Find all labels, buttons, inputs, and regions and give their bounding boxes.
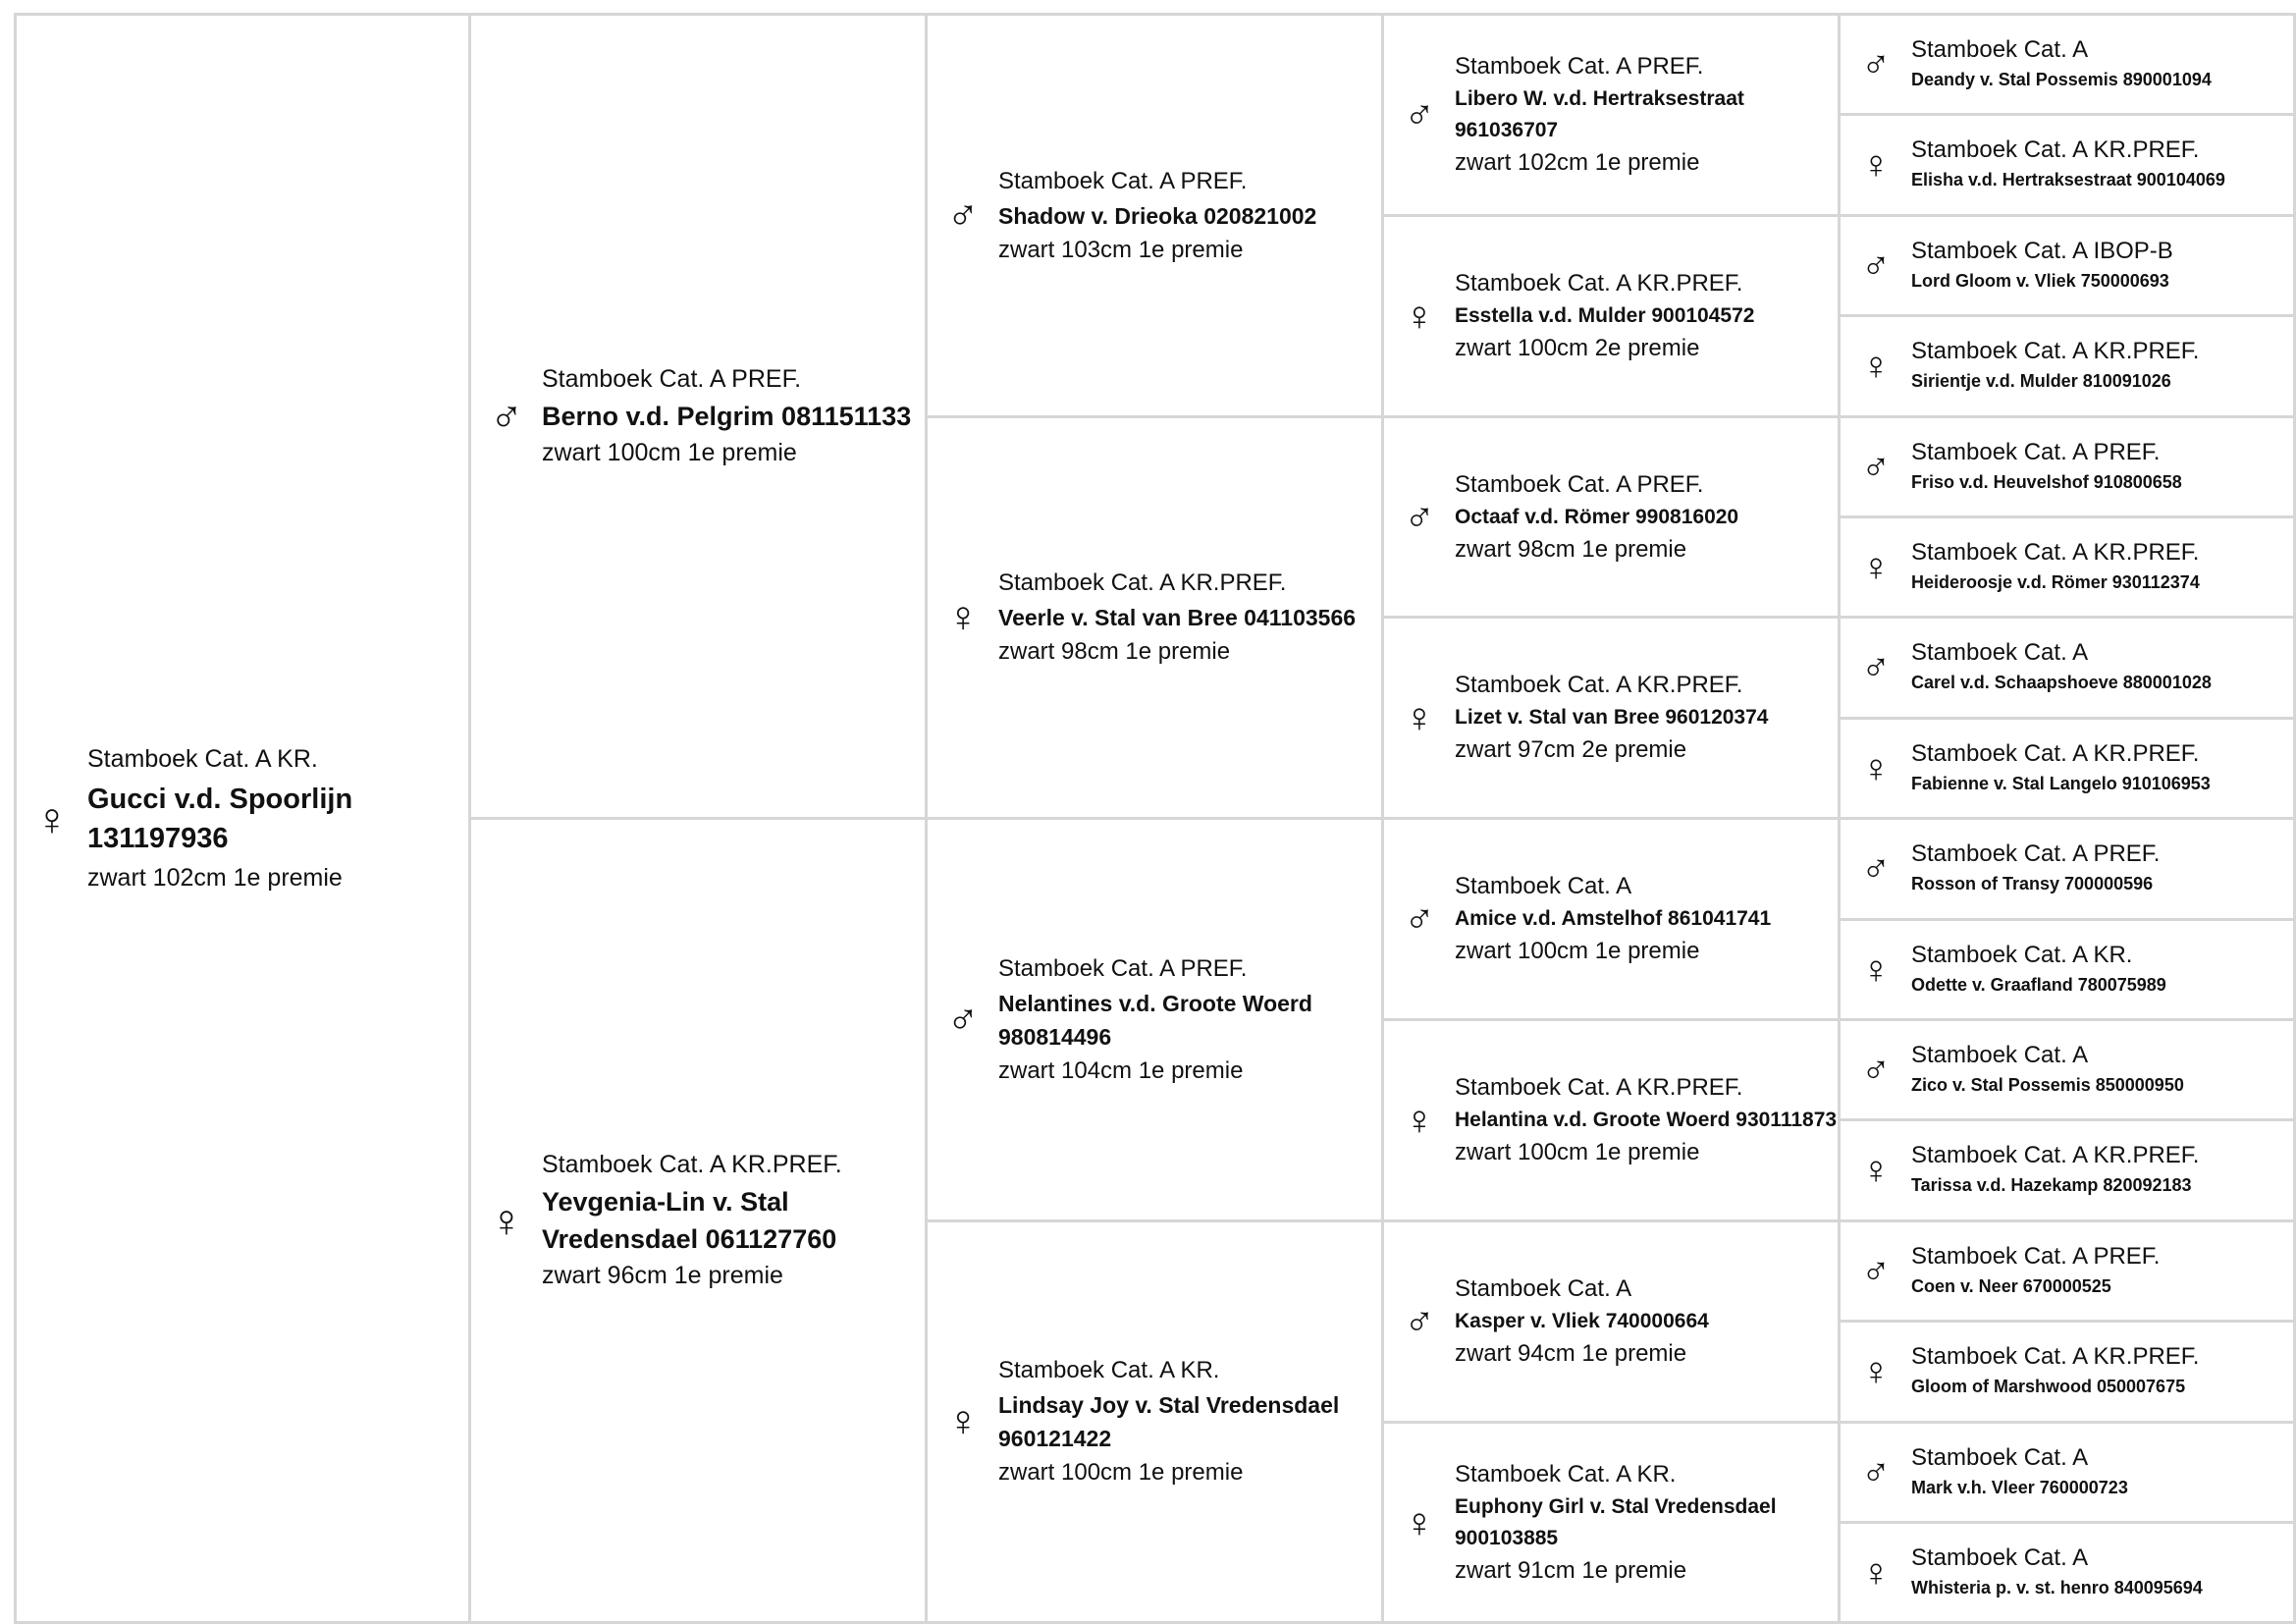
- pedigree-cell: [1381, 1219, 1841, 1424]
- animal-details: zwart 102cm 1e premie: [87, 863, 343, 892]
- female-symbol-icon: ♀: [1861, 345, 1891, 388]
- animal-name: Sirientje v.d. Mulder 810091026: [1911, 371, 2171, 391]
- studbook-category: Stamboek Cat. A KR.PREF.: [1911, 739, 2200, 767]
- animal-name: Gucci v.d. Spoorlijn 131197936: [87, 783, 353, 854]
- animal-name: Deandy v. Stal Possemis 890001094: [1911, 69, 2212, 89]
- animal-info: [542, 1151, 925, 1290]
- animal-info: [1455, 873, 1838, 965]
- animal-details: zwart 103cm 1e premie: [998, 236, 1244, 263]
- animal-details: zwart 97cm 2e premie: [1455, 736, 1687, 763]
- animal-info: [1911, 740, 2293, 797]
- male-symbol-icon: ♂: [1861, 847, 1891, 891]
- studbook-category: Stamboek Cat. A: [1911, 639, 2089, 666]
- animal-info: [1455, 1461, 1838, 1585]
- animal-name: Shadow v. Drieoka 020821002: [998, 202, 1317, 229]
- studbook-category: Stamboek Cat. A KR.PREF.: [542, 1151, 842, 1178]
- animal-info: [998, 1357, 1381, 1487]
- studbook-category: Stamboek Cat. A KR.PREF.: [1911, 136, 2200, 163]
- pedigree-cell: [1838, 415, 2296, 518]
- pedigree-cell: [1381, 1018, 1841, 1222]
- pedigree-cell: [468, 817, 928, 1624]
- studbook-category: Stamboek Cat. A PREF.: [1911, 438, 2161, 465]
- pedigree-cell: [1838, 1521, 2296, 1624]
- male-symbol-icon: ♂: [1404, 895, 1435, 942]
- animal-details: zwart 100cm 1e premie: [998, 1459, 1244, 1486]
- studbook-category: Stamboek Cat. A: [1455, 1275, 1632, 1302]
- animal-name: Odette v. Graafland 780075989: [1911, 974, 2166, 995]
- pedigree-cell: [1838, 1219, 2296, 1323]
- pedigree-cell: [1838, 515, 2296, 619]
- animal-info: [1911, 1544, 2293, 1601]
- animal-name: Elisha v.d. Hertraksestraat 900104069: [1911, 170, 2225, 189]
- animal-details: zwart 100cm 1e premie: [1455, 1139, 1700, 1165]
- studbook-category: Stamboek Cat. A: [1911, 35, 2089, 63]
- animal-name: Tarissa v.d. Hazekamp 820092183: [1911, 1175, 2192, 1195]
- pedigree-cell: [1838, 314, 2296, 418]
- female-symbol-icon: ♀: [1861, 1350, 1891, 1393]
- studbook-category: Stamboek Cat. A KR.PREF.: [1911, 338, 2200, 364]
- studbook-category: Stamboek Cat. A KR.: [998, 1357, 1220, 1383]
- animal-name: Mark v.h. Vleer 760000723: [1911, 1477, 2128, 1497]
- studbook-category: Stamboek Cat. A: [1455, 873, 1632, 899]
- studbook-category: Stamboek Cat. A KR.: [1455, 1460, 1677, 1488]
- studbook-category: Stamboek Cat. A KR.PREF.: [1455, 1074, 1743, 1101]
- pedigree-cell: [1381, 214, 1841, 418]
- animal-info: [998, 569, 1381, 666]
- female-symbol-icon: ♀: [946, 1397, 980, 1445]
- pedigree-cell: [1381, 817, 1841, 1021]
- female-symbol-icon: ♀: [1861, 1149, 1891, 1192]
- animal-info: [998, 955, 1381, 1085]
- pedigree-cell: [925, 13, 1384, 418]
- male-symbol-icon: ♂: [489, 391, 524, 442]
- animal-info: [1911, 338, 2293, 395]
- animal-info: [1455, 471, 1838, 564]
- animal-name: Zico v. Stal Possemis 850000950: [1911, 1074, 2184, 1095]
- animal-info: [1911, 1042, 2293, 1099]
- animal-name: Friso v.d. Heuvelshof 910800658: [1911, 471, 2182, 492]
- pedigree-cell: [1381, 616, 1841, 820]
- animal-details: zwart 98cm 1e premie: [1455, 535, 1687, 563]
- studbook-category: Stamboek Cat. A KR.PREF.: [1911, 1343, 2200, 1370]
- studbook-category: Stamboek Cat. A PREF.: [1455, 470, 1704, 498]
- pedigree-cell: [1381, 415, 1841, 619]
- animal-info: [1455, 270, 1838, 362]
- animal-details: zwart 100cm 2e premie: [1455, 335, 1700, 361]
- studbook-category: Stamboek Cat. A KR.PREF.: [1455, 270, 1743, 297]
- pedigree-cell: [925, 817, 1384, 1222]
- animal-name: Lindsay Joy v. Stal Vredensdael 960121422: [998, 1392, 1340, 1451]
- pedigree-tree: [14, 13, 2296, 1623]
- female-symbol-icon: ♀: [1861, 143, 1891, 187]
- pedigree-cell: [925, 1219, 1384, 1624]
- animal-name: Gloom of Marshwood 050007675: [1911, 1377, 2186, 1396]
- male-symbol-icon: ♂: [1404, 493, 1435, 540]
- animal-info: [1455, 1275, 1838, 1368]
- studbook-category: Stamboek Cat. A PREF.: [1911, 1242, 2161, 1270]
- pedigree-cell: [1838, 616, 2296, 720]
- animal-name: Libero W. v.d. Hertraksestraat 961036707: [1455, 87, 1744, 141]
- animal-info: [1911, 942, 2293, 999]
- animal-details: zwart 100cm 1e premie: [1455, 938, 1700, 964]
- studbook-category: Stamboek Cat. A: [1911, 1041, 2089, 1068]
- animal-info: [1911, 238, 2293, 295]
- animal-info: [1911, 36, 2293, 93]
- animal-name: Helantina v.d. Groote Woerd 930111873: [1455, 1109, 1838, 1131]
- studbook-category: Stamboek Cat. A KR.: [1911, 941, 2133, 968]
- male-symbol-icon: ♂: [1861, 1450, 1891, 1494]
- female-symbol-icon: ♀: [1404, 1498, 1435, 1545]
- pedigree-cell: [1381, 1421, 1841, 1624]
- pedigree-cell: [1838, 214, 2296, 317]
- studbook-category: Stamboek Cat. A IBOP-B: [1911, 237, 2173, 264]
- animal-info: [1911, 539, 2293, 596]
- animal-name: Lord Gloom v. Vliek 750000693: [1911, 270, 2169, 291]
- male-symbol-icon: ♂: [1861, 646, 1891, 689]
- male-symbol-icon: ♂: [946, 995, 980, 1044]
- female-symbol-icon: ♀: [1404, 1097, 1435, 1143]
- male-symbol-icon: ♂: [1861, 1249, 1891, 1293]
- male-symbol-icon: ♂: [1404, 91, 1435, 137]
- animal-name: Berno v.d. Pelgrim 081151133: [542, 402, 912, 431]
- animal-name: Euphony Girl v. Stal Vredensdael 900103885: [1455, 1494, 1777, 1549]
- animal-name: Coen v. Neer 670000525: [1911, 1275, 2111, 1296]
- female-symbol-icon: ♀: [1404, 694, 1435, 740]
- pedigree-cell: [1838, 1320, 2296, 1424]
- animal-info: [1911, 639, 2293, 696]
- animal-details: zwart 100cm 1e premie: [542, 439, 797, 466]
- pedigree-cell: [1838, 1421, 2296, 1524]
- pedigree-cell: [1381, 13, 1841, 217]
- animal-info: [1911, 1343, 2293, 1400]
- female-symbol-icon: ♀: [1861, 545, 1891, 589]
- pedigree-cell: [1838, 1118, 2296, 1222]
- studbook-category: Stamboek Cat. A KR.PREF.: [1911, 1142, 2200, 1168]
- studbook-category: Stamboek Cat. A KR.PREF.: [1455, 672, 1743, 698]
- animal-name: Lizet v. Stal van Bree 960120374: [1455, 706, 1769, 729]
- animal-name: Rosson of Transy 700000596: [1911, 874, 2154, 893]
- female-symbol-icon: ♀: [489, 1195, 524, 1246]
- studbook-category: Stamboek Cat. A PREF.: [998, 954, 1248, 982]
- animal-info: [1455, 1074, 1838, 1166]
- studbook-category: Stamboek Cat. A PREF.: [542, 365, 802, 393]
- animal-name: Yevgenia-Lin v. Stal Vredensdael 061127760: [542, 1187, 837, 1254]
- animal-name: Heideroosje v.d. Römer 930112374: [1911, 571, 2200, 592]
- animal-info: [1911, 439, 2293, 496]
- male-symbol-icon: ♂: [946, 190, 980, 240]
- pedigree-cell: [1838, 1018, 2296, 1121]
- pedigree-cell: [468, 13, 928, 820]
- studbook-category: Stamboek Cat. A KR.: [87, 744, 318, 773]
- animal-info: [998, 168, 1381, 264]
- animal-details: zwart 102cm 1e premie: [1455, 149, 1700, 176]
- pedigree-cell: [14, 13, 471, 1624]
- pedigree-cell: [1838, 918, 2296, 1021]
- male-symbol-icon: ♂: [1861, 42, 1891, 86]
- male-symbol-icon: ♂: [1861, 445, 1891, 489]
- male-symbol-icon: ♂: [1861, 1048, 1891, 1092]
- studbook-category: Stamboek Cat. A PREF.: [1455, 53, 1704, 80]
- male-symbol-icon: ♂: [1861, 244, 1891, 288]
- animal-details: zwart 98cm 1e premie: [998, 638, 1231, 665]
- animal-info: [1455, 672, 1838, 764]
- animal-name: Kasper v. Vliek 740000664: [1455, 1310, 1709, 1332]
- studbook-category: Stamboek Cat. A PREF.: [1911, 840, 2161, 867]
- animal-info: [1455, 53, 1838, 177]
- female-symbol-icon: ♀: [1861, 1550, 1891, 1595]
- pedigree-cell: [925, 415, 1384, 820]
- animal-name: Carel v.d. Schaapshoeve 880001028: [1911, 673, 2212, 692]
- female-symbol-icon: ♀: [946, 593, 980, 641]
- studbook-category: Stamboek Cat. A KR.PREF.: [1911, 538, 2200, 566]
- animal-name: Esstella v.d. Mulder 900104572: [1455, 304, 1755, 327]
- male-symbol-icon: ♂: [1404, 1298, 1435, 1344]
- animal-info: [87, 745, 468, 893]
- animal-name: Fabienne v. Stal Langelo 910106953: [1911, 773, 2211, 793]
- animal-info: [1911, 1243, 2293, 1300]
- studbook-category: Stamboek Cat. A: [1911, 1443, 2089, 1471]
- animal-info: [542, 365, 925, 467]
- animal-details: zwart 104cm 1e premie: [998, 1056, 1244, 1084]
- animal-info: [1911, 136, 2293, 193]
- animal-details: zwart 94cm 1e premie: [1455, 1340, 1687, 1367]
- animal-name: Octaaf v.d. Römer 990816020: [1455, 505, 1739, 528]
- animal-details: zwart 91cm 1e premie: [1455, 1556, 1687, 1584]
- animal-details: zwart 96cm 1e premie: [542, 1262, 783, 1289]
- pedigree-cell: [1838, 717, 2296, 820]
- pedigree-cell: [1838, 113, 2296, 217]
- animal-name: Amice v.d. Amstelhof 861041741: [1455, 907, 1772, 930]
- female-symbol-icon: ♀: [1404, 293, 1435, 339]
- studbook-category: Stamboek Cat. A KR.PREF.: [998, 569, 1287, 596]
- pedigree-cell: [1838, 817, 2296, 921]
- animal-name: Nelantines v.d. Groote Woerd 980814496: [998, 990, 1312, 1050]
- animal-name: Veerle v. Stal van Bree 041103566: [998, 605, 1357, 630]
- pedigree-cell: [1838, 13, 2296, 116]
- animal-name: Whisteria p. v. st. henro 840095694: [1911, 1577, 2203, 1597]
- animal-info: [1911, 1142, 2293, 1199]
- animal-info: [1911, 1444, 2293, 1501]
- female-symbol-icon: ♀: [34, 792, 70, 844]
- studbook-category: Stamboek Cat. A PREF.: [998, 167, 1248, 194]
- female-symbol-icon: ♀: [1861, 746, 1891, 790]
- animal-info: [1911, 840, 2293, 897]
- female-symbol-icon: ♀: [1861, 947, 1891, 992]
- studbook-category: Stamboek Cat. A: [1911, 1543, 2089, 1571]
